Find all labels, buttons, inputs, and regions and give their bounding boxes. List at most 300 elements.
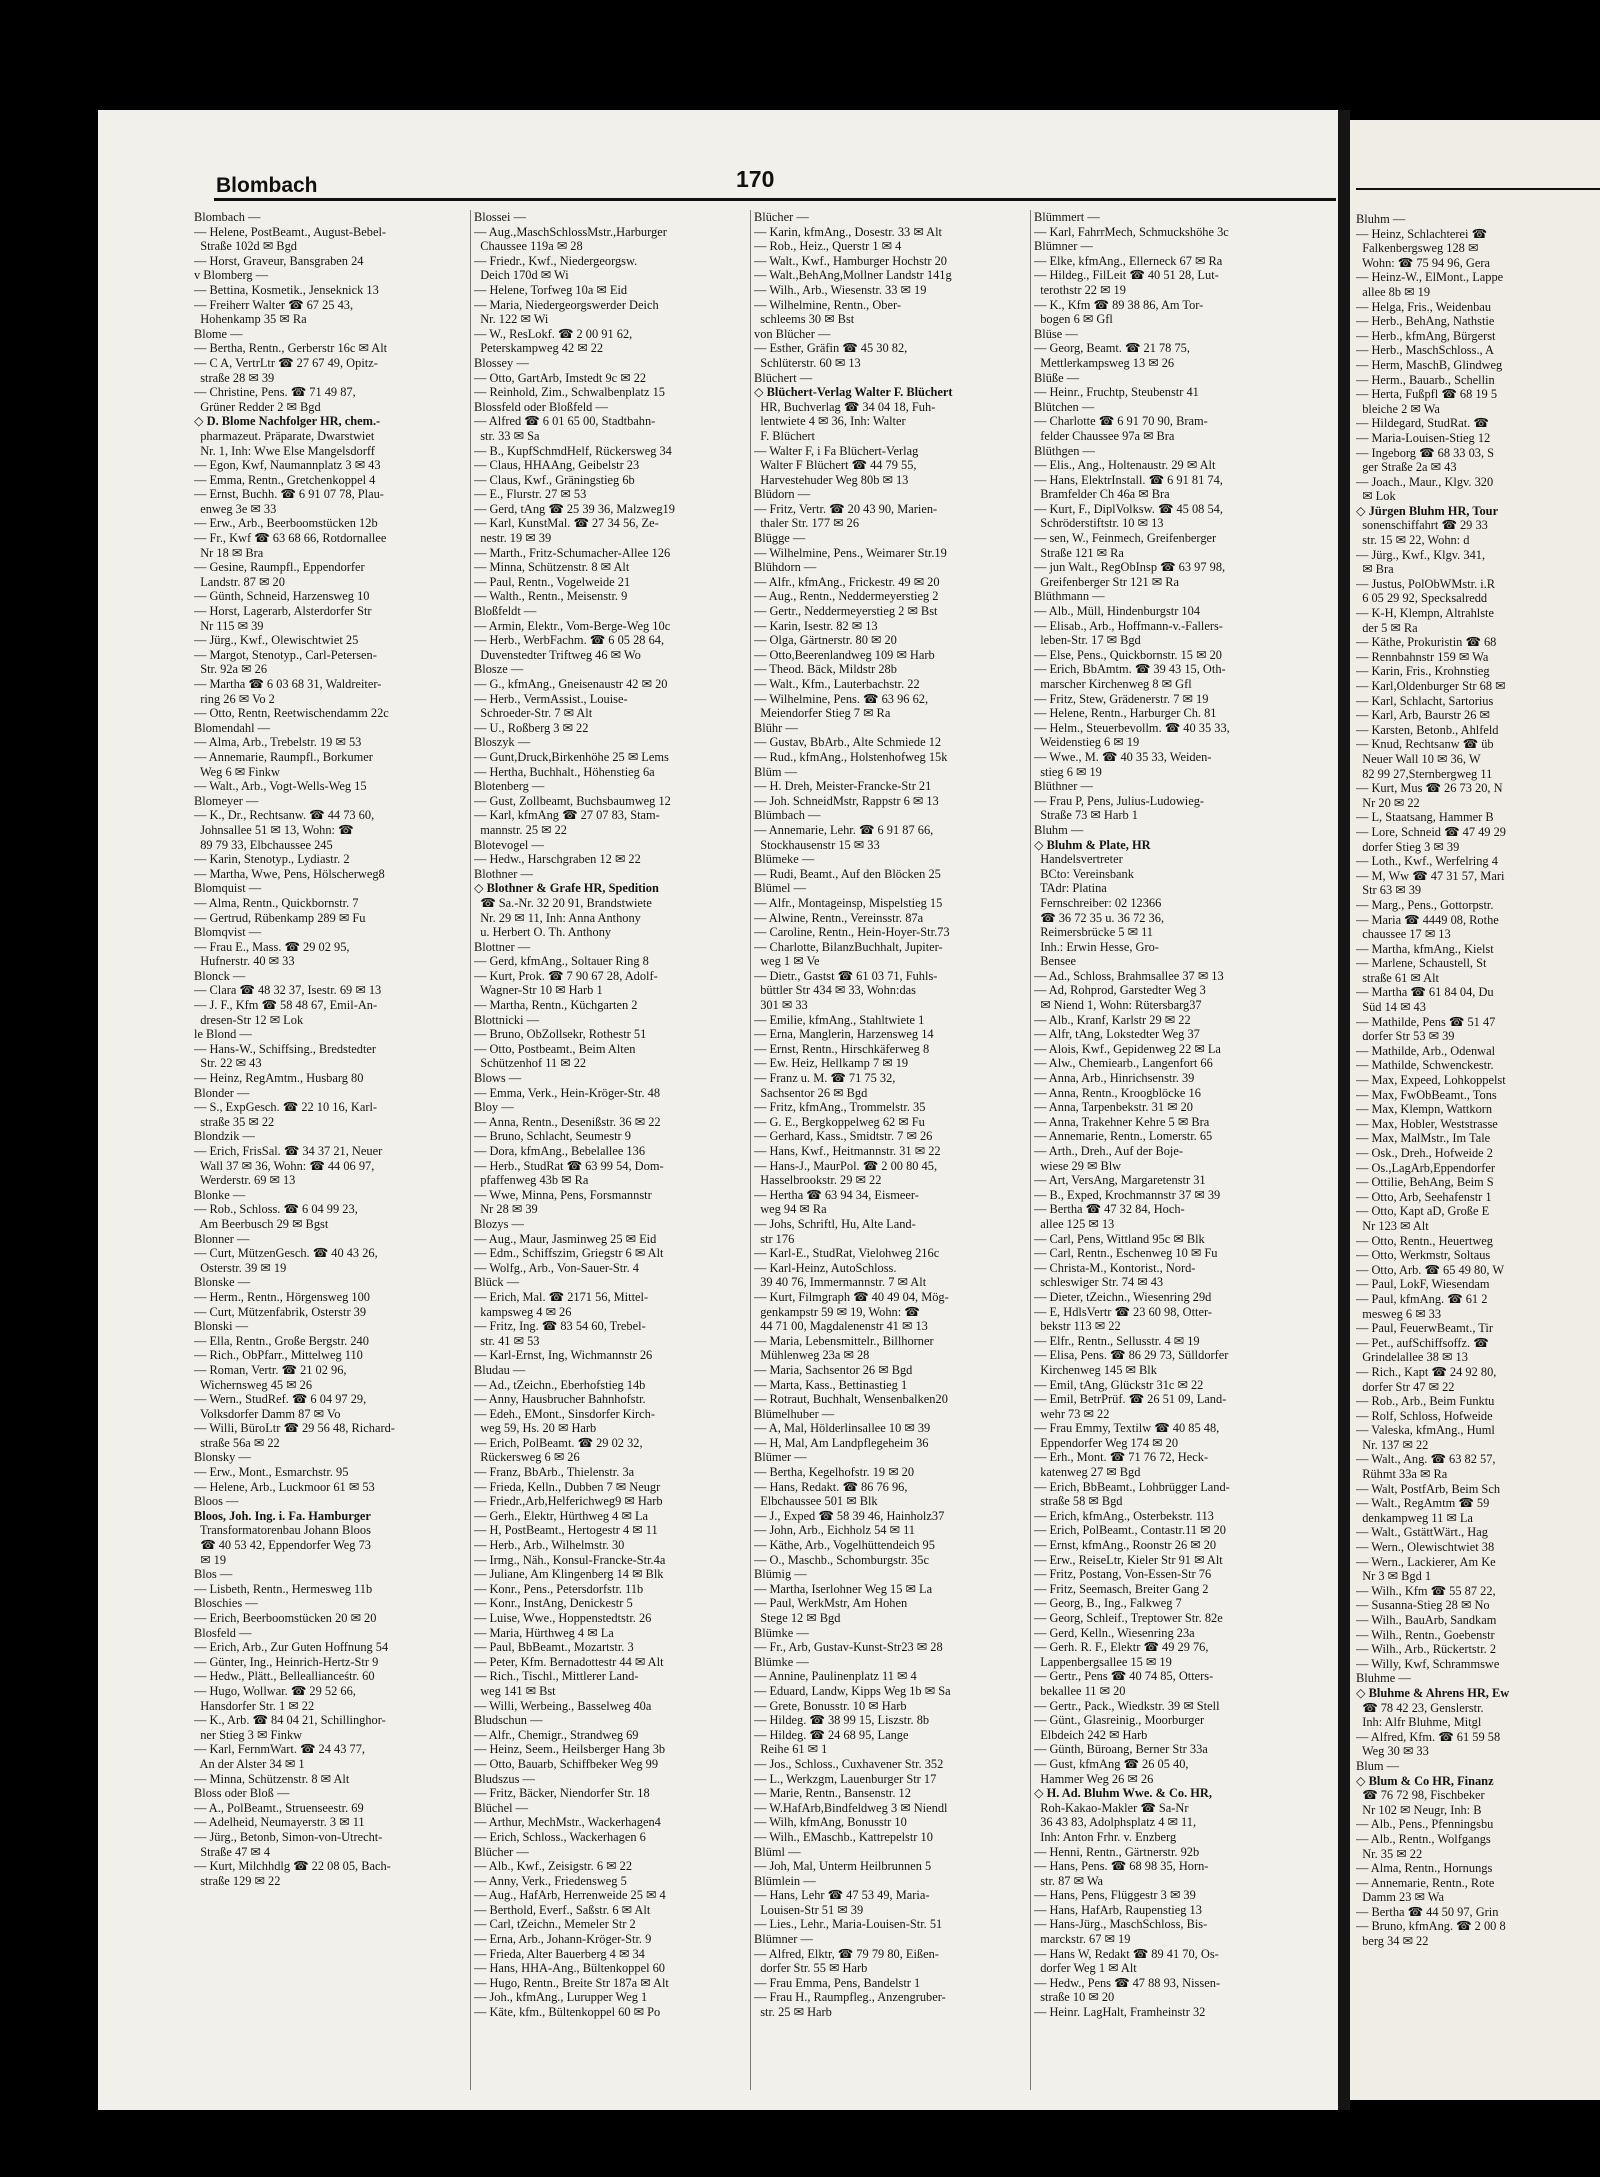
directory-entry-line: — Wolfg., Arb., Von-Sauer-Str. 4 [474, 1260, 639, 1275]
directory-entry-line: Blome — [194, 326, 243, 341]
directory-entry-line: — Wern., StudRef. ☎ 6 04 97 29, [194, 1392, 367, 1407]
directory-entry-line: — Hedw., Plätt., Belleallianceśtr. 60 [194, 1669, 375, 1684]
directory-entry-line: marscher Kirchenweg 8 ✉ Gfl [1034, 677, 1192, 691]
directory-entry-line: — Rolf, Schloss, Hofweide [1356, 1408, 1493, 1423]
directory-entry-line: Blümmert — [1034, 210, 1100, 224]
directory-entry-line: — Maria, Sachsentor 26 ✉ Bgd [754, 1362, 913, 1377]
directory-entry-line: — Helene, Torfweg 10a ✉ Eid [474, 282, 628, 297]
directory-entry-line: — Frau Emma, Pens, Bandelstr 1 [754, 1975, 921, 1990]
directory-entry-line: weg 1 ✉ Ve [754, 954, 820, 969]
directory-entry-line: — Otto, Bauarb, Schiffbeker Weg 99 [474, 1756, 659, 1771]
directory-entry-line: — Gerd, tAng ☎ 25 39 36, Malzweg19 [474, 501, 675, 516]
directory-entry-line: Blosze — [474, 662, 524, 677]
directory-entry-line: Straße 102d ✉ Bgd [194, 239, 297, 254]
directory-entry-line: dresen-Str 12 ✉ Lok [194, 1012, 304, 1027]
directory-entry-line: Wichernsweg 45 ✉ 26 [194, 1377, 313, 1392]
directory-entry-line: — Clara ☎ 48 32 37, Isestr. 69 ✉ 13 [194, 983, 382, 998]
directory-entry-line: — Martha, Iserlohner Weg 15 ✉ La [754, 1581, 933, 1596]
directory-entry-line: — Ad., tZeichn., Eberhofstieg 14b [474, 1377, 646, 1392]
directory-entry-line: Hohenkamp 35 ✉ Ra [194, 312, 307, 327]
directory-entry-line: straße 28 ✉ 39 [194, 370, 275, 385]
directory-entry-line: Hasselbrookstr. 29 ✉ 22 [754, 1173, 882, 1188]
directory-entry-line: — Herb., BehAng, Nathstie [1356, 314, 1495, 329]
directory-entry-line: — Fritz, Stew, Grädenerstr. 7 ✉ 19 [1034, 691, 1209, 706]
directory-entry-line: Str. 22 ✉ 43 [194, 1056, 262, 1071]
directory-entry-line: — Bettina, Kosmetik., Jenseknick 13 [194, 282, 379, 297]
directory-entry-line: — Otto, Arb. ☎ 65 49 80, W [1356, 1262, 1505, 1277]
directory-entry-line: Bloos, Joh. Ing. i. Fa. Hamburger [194, 1508, 371, 1523]
directory-entry-line: Weg 30 ✉ 33 [1356, 1744, 1429, 1759]
directory-entry-line: Wagner-Str 10 ✉ Harb 1 [474, 983, 603, 998]
page-number: 170 [736, 166, 775, 192]
directory-entry-line: — Emil, BetrPrüf. ☎ 26 51 09, Land- [1034, 1392, 1227, 1407]
directory-entry-line: Nr. 29 ✉ 11, Inh: Anna Anthony [474, 910, 641, 925]
directory-entry-line: — Willy, Kwf, Schrammswe [1356, 1656, 1500, 1671]
directory-entry-line: Wall 37 ✉ 36, Wohn: ☎ 44 06 97, [194, 1158, 375, 1173]
directory-entry-line: — Carl, tZeichn., Memeler Str 2 [474, 1917, 636, 1932]
directory-entry-line: — Wilh., BauArb, Sandkam [1356, 1613, 1497, 1627]
directory-entry-line: — Emma, Verk., Hein-Kröger-Str. 48 [474, 1085, 661, 1100]
directory-entry-line: — Esther, Gräfin ☎ 45 30 82, [754, 341, 908, 356]
directory-entry-line: — Hertha ☎ 63 94 34, Eismeer- [754, 1187, 919, 1202]
directory-entry-line: — Gerhard, Kass., Smidtstr. 7 ✉ 26 [754, 1129, 933, 1144]
directory-entry-line: — Karl,Oldenburger Str 68 ✉ [1356, 679, 1506, 693]
directory-entry-line: lentwiete 4 ✉ 36, Inh: Walter [754, 414, 906, 429]
directory-entry-line: ✉ Lok [1356, 489, 1396, 504]
directory-entry-line: — J., Exped ☎ 58 39 46, Hainholz37 [754, 1508, 945, 1523]
directory-entry-line: — Fritz, Ing. ☎ 83 54 60, Trebel- [474, 1319, 646, 1334]
directory-entry-line: Straße 47 ✉ 4 [194, 1844, 271, 1859]
directory-entry-line: felder Chaussee 97a ✉ Bra [1034, 428, 1175, 443]
directory-entry-line: — Wilh., Arb., Rückertstr. 2 [1356, 1642, 1497, 1657]
directory-entry-line: ✉ Niend 1, Wohn: Rütersbarg37 [1034, 998, 1202, 1013]
directory-entry-line: bogen 6 ✉ Gfl [1034, 312, 1113, 327]
directory-entry-line: nestr. 19 ✉ 39 [474, 531, 552, 546]
directory-entry-line: — Gust, kfmAng ☎ 26 05 40, [1034, 1756, 1189, 1771]
directory-entry-line: Transformatorenbau Johann Bloos [194, 1523, 371, 1538]
directory-entry-line: Nr. 122 ✉ Wi [474, 312, 549, 327]
directory-entry-line: Rückersweg 6 ✉ 26 [474, 1450, 580, 1465]
directory-entry-line: Bludszus — [474, 1771, 535, 1786]
directory-entry-line: — Gertr., Neddermeyerstieg 2 ✉ Bst [754, 604, 938, 619]
directory-entry-line: — Günter, Ing., Heinrich-Hertz-Str 9 [194, 1654, 379, 1669]
directory-entry-line: — Marg., Pens., Gottorpstr. [1356, 897, 1494, 912]
directory-entry-line: — Karl, FahrrMech, Schmuckshöhe 3c [1034, 224, 1229, 239]
directory-entry-line: — Walt, PostfArb, Beim Sch [1356, 1481, 1501, 1496]
directory-entry-line: — Art, VersAng, Margaretenstr 31 [1034, 1173, 1206, 1188]
directory-entry-line: — Herb., WerbFachm. ☎ 6 05 28 64, [474, 633, 665, 648]
directory-entry-line: — Karl-Heinz, AutoSchloss. [754, 1260, 897, 1275]
directory-entry-line: Blümbach — [754, 808, 821, 823]
directory-entry-line: Blümke — [754, 1625, 809, 1640]
directory-entry-line: ring 26 ✉ Vo 2 [194, 691, 275, 706]
directory-entry-line: Blümner — [1034, 239, 1093, 254]
directory-entry-line: Blozys — [474, 1216, 524, 1231]
directory-entry-line: — Elfr., Rentn., Sellusstr. 4 ✉ 19 [1034, 1333, 1200, 1348]
directory-entry-line: Johnsallee 51 ✉ 13, Wohn: ☎ [194, 822, 354, 837]
directory-entry-line: Lappenbergsallee 15 ✉ 19 [1034, 1654, 1172, 1669]
directory-entry-line: ☎ 76 72 98, Fischbeker [1356, 1788, 1485, 1803]
directory-entry-line: — Annine, Paulinenplatz 11 ✉ 4 [754, 1669, 917, 1684]
directory-entry-line: — Arth., Dreh., Auf der Boje- [1034, 1144, 1184, 1158]
directory-entry-line: str. 87 ✉ Wa [1034, 1873, 1104, 1888]
directory-entry-line: — Caroline, Rentn., Hein-Hoyer-Str.73 [754, 925, 950, 940]
directory-entry-line: Kirchenweg 145 ✉ Blk [1034, 1362, 1157, 1377]
directory-entry-line: — Kurt, Filmgraph ☎ 40 49 04, Mög- [754, 1289, 949, 1304]
directory-entry-line: — Alfred ☎ 6 01 65 00, Stadtbahn- [474, 414, 656, 429]
directory-entry-line: Blüml — [754, 1844, 801, 1859]
directory-entry-line: str 176 [754, 1231, 795, 1246]
directory-entry-line: — Erich, PolBeamt., Contastr.11 ✉ 20 [1034, 1523, 1226, 1538]
directory-entry-line: dorfer Str 47 ✉ 22 [1356, 1379, 1455, 1394]
directory-entry-line: — Fritz, kfmAng., Trommelstr. 35 [754, 1100, 926, 1115]
directory-entry-line: Blühr — [754, 720, 798, 735]
directory-entry-line: Peterskampweg 42 ✉ 22 [474, 341, 604, 356]
directory-entry-line: Blücher — [474, 1844, 529, 1859]
directory-entry-line: — Helene, PostBeamt., August-Bebel- [194, 224, 387, 239]
directory-entry-line: — Anny, Hausbrucher Bahnhofstr. [474, 1392, 646, 1407]
directory-entry-line: weg 141 ✉ Bst [474, 1683, 556, 1698]
directory-entry-line: — Ingeborg ☎ 68 33 03, S [1356, 445, 1495, 460]
directory-entry-line: — Friedr., Kwf., Niedergeorgsw. [474, 253, 638, 268]
directory-entry-line: — Erich, FrisSal. ☎ 34 37 21, Neuer [194, 1144, 383, 1158]
directory-entry-line: — Ella, Rentn., Große Bergstr. 240 [194, 1333, 369, 1348]
directory-entry-line: Blümlein — [754, 1873, 816, 1888]
directory-entry-line: — Ernst, Rentn., Hirschkäferweg 8 [754, 1041, 930, 1056]
directory-entry-line: — Hildeg. ☎ 24 68 95, Lange [754, 1727, 909, 1742]
directory-entry-line: chaussee 17 ✉ 13 [1356, 927, 1451, 942]
directory-entry-line: von Blücher — [754, 326, 831, 341]
directory-column-3 [754, 210, 1032, 2020]
directory-entry-line: Blos — [194, 1567, 233, 1582]
directory-entry-line: — Frau H., Raumpfleg., Anzengruber- [754, 1990, 946, 2005]
directory-entry-line: — Kurt, Milchhdlg ☎ 22 08 05, Bach- [194, 1859, 391, 1874]
directory-entry-line: — Martha, Wwe, Pens, Hölscherweg8 [194, 866, 385, 881]
directory-entry-line: — Karl, Arb, Baurstr 26 ✉ [1356, 708, 1490, 723]
directory-entry-line: — W.HafArb,Bindfeldweg 3 ✉ Niendl [754, 1800, 948, 1815]
directory-entry-line: — Margot, Stenotyp., Carl-Petersen- [194, 647, 377, 662]
directory-entry-line: dorfer Weg 1 ✉ Alt [1034, 1961, 1137, 1976]
directory-entry-line: — Kurt, Prok. ☎ 7 90 67 28, Adolf- [474, 968, 658, 983]
directory-entry-line: — Otto, Rentn, Reetwischendamm 22c [194, 706, 389, 721]
directory-entry-line: Blügge — [754, 531, 806, 546]
directory-entry-line: — Eduard, Landw, Kipps Weg 1b ✉ Sa [754, 1683, 951, 1698]
directory-entry-line: — Wilhelmine, Pens., Weimarer Str.19 [754, 545, 947, 560]
directory-entry-line: — Hans W, Redakt ☎ 89 41 70, Os- [1034, 1946, 1219, 1961]
directory-entry-line: — Erich, BbBeamt., Lohbrügger Land- [1034, 1479, 1230, 1494]
directory-entry-line: — Günth, Büroang, Berner Str 33a [1034, 1742, 1208, 1757]
directory-entry-line: ◇ D. Blome Nachfolger HR, chem.- [194, 414, 381, 429]
directory-entry-line: — Max, Expeed, Lohkoppelst [1356, 1073, 1506, 1088]
directory-entry-line: Blondzik — [194, 1129, 255, 1144]
directory-entry-line: — Alois, Kwf., Gepidenweg 22 ✉ La [1034, 1041, 1221, 1056]
directory-entry-line: — Ernst, kfmAng., Roonstr 26 ✉ 20 [1034, 1538, 1217, 1553]
directory-entry-line: — Bertha ☎ 47 32 84, Hoch- [1034, 1202, 1185, 1217]
directory-entry-line: — H, Mal, Am Landpflegeheim 36 [754, 1435, 929, 1450]
directory-column-2 [474, 210, 752, 2020]
directory-entry-line: 6 05 29 92, Specksalredd [1356, 591, 1488, 606]
directory-entry-line: 39 40 76, Immermannstr. 7 ✉ Alt [754, 1275, 927, 1290]
directory-entry-line: — Annemarie, Raumpfl., Borkumer [194, 749, 373, 764]
directory-entry-line: wiese 29 ✉ Blw [1034, 1158, 1122, 1173]
directory-entry-line: — Erich, Arb., Zur Guten Hoffnung 54 [194, 1640, 389, 1655]
directory-entry-line: leben-Str. 17 ✉ Bgd [1034, 633, 1141, 648]
directory-entry-line: Roh-Kakao-Makler ☎ Sa-Nr [1034, 1800, 1189, 1815]
directory-entry-line: — K-H, Klempn, Altrahlste [1356, 606, 1494, 621]
directory-entry-line: — Luise, Wwe., Hoppenstedtstr. 26 [474, 1611, 652, 1625]
directory-entry-line: — Minna, Schützenstr. 8 ✉ Alt [474, 560, 630, 575]
directory-entry-line: — Curt, MützenGesch. ☎ 40 43 26, [194, 1246, 378, 1261]
directory-page [98, 110, 1338, 2110]
book-gutter [1338, 110, 1350, 2110]
directory-entry-line: — Otto, Werkmstr, Soltaus [1356, 1248, 1491, 1263]
directory-entry-line: Blum — [1356, 1758, 1400, 1773]
directory-entry-line: — Olga, Gärtnerstr. 80 ✉ 20 [754, 633, 897, 648]
directory-entry-line: Blühdorn — [754, 560, 817, 575]
directory-entry-line: — Os.,LagArb,Eppendorfer [1356, 1160, 1496, 1175]
directory-entry-line: — Rennbahnstr 159 ✉ Wa [1356, 649, 1489, 664]
directory-entry-line: — Elisa, Pens. ☎ 86 29 73, Sülldorfer [1034, 1348, 1229, 1363]
directory-entry-line: — Georg, B., Ing., Falkweg 7 [1034, 1596, 1182, 1611]
directory-entry-line: — Otto, Arb, Seehafenstr 1 [1356, 1189, 1492, 1204]
directory-entry-line: Greifenberger Str 121 ✉ Ra [1034, 574, 1180, 589]
directory-entry-line: — Hildeg. ☎ 38 99 15, Liszstr. 8b [754, 1713, 930, 1728]
directory-entry-line: pharmazeut. Präparate, Dwarstwiet [194, 428, 375, 443]
directory-entry-line: 301 ✉ 33 [754, 998, 808, 1013]
directory-entry-line: Nr 20 ✉ 22 [1356, 795, 1420, 810]
directory-entry-line: ☎ 40 53 42, Eppendorfer Weg 73 [194, 1538, 371, 1553]
directory-entry-line: weg 94 ✉ Ra [754, 1202, 827, 1217]
directory-entry-line: — Horst, Lagerarb, Alsterdorfer Str [194, 604, 372, 619]
directory-entry-line: — Lies., Lehr., Maria-Louisen-Str. 51 [754, 1917, 943, 1932]
directory-entry-line: — Gust, Zollbeamt, Buchsbaumweg 12 [474, 793, 671, 808]
facing-page-column [1356, 212, 1596, 1949]
directory-entry-line: 82 99 27,Sternbergweg 11 [1356, 766, 1493, 781]
directory-entry-line: dorfer Str. 55 ✉ Harb [754, 1961, 868, 1976]
directory-entry-line: Rühmt 33a ✉ Ra [1356, 1467, 1448, 1482]
directory-entry-line: — Fritz, Bäcker, Niendorfer Str. 18 [474, 1786, 650, 1801]
directory-entry-line: Bloßfeldt — [474, 604, 537, 619]
directory-entry-line: — Edm., Schiffszim, Griegstr 6 ✉ Alt [474, 1246, 664, 1261]
directory-column-1 [194, 210, 472, 1888]
directory-entry-line: — Hans, HHA-Ang., Bültenkoppel 60 [474, 1961, 666, 1976]
directory-entry-line: — K., Dr., Rechtsanw. ☎ 44 73 60, [194, 808, 375, 823]
directory-entry-line: — Karl, Schlacht, Sartorius [1356, 693, 1494, 708]
directory-entry-line: enweg 3e ✉ 33 [194, 501, 277, 516]
directory-entry-line: ☎ 36 72 35 u. 36 72 36, [1034, 910, 1165, 925]
directory-entry-line: — Walt.,BehAng,Mollner Landstr 141g [754, 268, 952, 283]
directory-entry-line: — Walt., Kfm., Lauterbachstr. 22 [754, 677, 920, 691]
directory-entry-line: Blümner — [754, 1932, 813, 1947]
directory-entry-line: — Erna, Arb., Johann-Kröger-Str. 9 [474, 1932, 652, 1947]
directory-entry-line: — Knud, Rechtsanw ☎ üb [1356, 737, 1494, 752]
directory-entry-line: — Charlotte, BilanzBuchhalt, Jupiter- [754, 939, 943, 954]
directory-entry-line: Blonke — [194, 1187, 246, 1202]
directory-entry-line: Süd 14 ✉ 43 [1356, 1000, 1426, 1015]
directory-entry-line: Bloy — [474, 1100, 514, 1115]
directory-entry-line: — H. Dreh, Meister-Francke-Str 21 [754, 779, 932, 794]
directory-entry-line: Blonske — [194, 1275, 251, 1290]
directory-entry-line: — Alfred, Elktr, ☎ 79 79 80, Eißen- [754, 1946, 939, 1961]
directory-entry-line: — Anna, Trakehner Kehre 5 ✉ Bra [1034, 1114, 1210, 1129]
directory-entry-line: — Marlene, Schaustell, St [1356, 956, 1487, 971]
directory-entry-line: — Hugo, Wollwar. ☎ 29 52 66, [194, 1683, 356, 1698]
directory-entry-line: Blomquist — [194, 881, 262, 896]
directory-entry-line: — Käthe, Arb., Vogelhüttendeich 95 [754, 1538, 935, 1553]
directory-entry-line: Hansdorfer Str. 1 ✉ 22 [194, 1698, 315, 1713]
directory-entry-line: Blossfeld oder Bloßfeld — [474, 399, 608, 414]
directory-entry-line: — Claus, HHAAng, Geibelstr 23 [474, 458, 640, 473]
directory-entry-line: — Dieter, tZeichn., Wiesenring 29d [1034, 1289, 1212, 1304]
directory-entry-line: le Blond — [194, 1027, 252, 1042]
directory-entry-line: — Wwe, Minna, Pens, Forsmannstr [474, 1187, 652, 1202]
directory-entry-line: str. 33 ✉ Sa [474, 428, 540, 443]
directory-entry-line: Inh: Alfr Bluhme, Mitgl [1356, 1715, 1482, 1730]
directory-entry-line: — Marie, Rentn., Bansenstr. 12 [754, 1786, 911, 1801]
directory-entry-line: — Alma, Rentn., Hornungs [1356, 1861, 1493, 1876]
directory-entry-line: mesweg 6 ✉ 33 [1356, 1306, 1442, 1321]
directory-entry-line: — Alfred, Kfm. ☎ 61 59 58 [1356, 1729, 1501, 1744]
directory-entry-line: ◇ Bluhm & Plate, HR [1034, 837, 1151, 852]
directory-entry-line: — Juliane, Am Klingenberg 14 ✉ Blk [474, 1567, 664, 1582]
directory-entry-line: — Hildegard, StudRat. ☎ [1356, 416, 1489, 431]
directory-entry-line: Damm 23 ✉ Wa [1356, 1890, 1444, 1905]
directory-entry-line: Blossei — [474, 210, 526, 224]
directory-entry-line: — Martha ☎ 6 03 68 31, Waldreiter- [194, 677, 382, 691]
directory-entry-line: — Joh, Mal, Unterm Heilbrunnen 5 [754, 1859, 932, 1874]
directory-entry-line: — Martha, kfmAng., Kielst [1356, 941, 1494, 956]
directory-entry-line: — Walt., RegAmtm ☎ 59 [1356, 1496, 1490, 1511]
directory-entry-line: Elbchaussee 501 ✉ Blk [754, 1494, 878, 1509]
directory-entry-line: — Alwine, Rentn., Vereinsstr. 87a [754, 910, 924, 925]
directory-entry-line: — Wilhelmine, Rentn., Ober- [754, 297, 901, 312]
directory-entry-line: — Wern., Lackierer, Am Ke [1356, 1554, 1496, 1569]
directory-entry-line: Blüse — [1034, 326, 1078, 341]
directory-entry-line: — Charlotte ☎ 6 91 70 90, Bram- [1034, 414, 1208, 429]
directory-entry-line: Blüthner — [1034, 779, 1093, 794]
directory-entry-line: ◇ Bluhme & Ahrens HR, Ew [1356, 1685, 1510, 1700]
directory-entry-line: — Rotraut, Buchhalt, Wensenbalken20 [754, 1392, 948, 1407]
directory-entry-line: Bensee [1034, 954, 1076, 969]
directory-entry-line: — Peter, Kfm. Bernadottestr 44 ✉ Alt [474, 1654, 664, 1669]
directory-entry-line: — L, Staatsang, Hammer B [1356, 810, 1494, 825]
directory-entry-line: ◇ Blüchert-Verlag Walter F. Blüchert [754, 385, 953, 400]
directory-entry-line: allee 8b ✉ 19 [1356, 284, 1431, 299]
directory-entry-line: Blonner — [194, 1231, 250, 1246]
directory-entry-line: — Johs, Schriftl, Hu, Alte Land- [754, 1216, 916, 1231]
directory-entry-line: — Karin, Fris., Krohnstieg [1356, 664, 1490, 679]
directory-entry-line: — Paul, WerkMstr, Am Hohen [754, 1596, 908, 1611]
directory-entry-line: — Hans, HafArb, Raupenstieg 13 [1034, 1902, 1202, 1917]
directory-entry-line: Bludschun — [474, 1713, 543, 1728]
directory-entry-line: — Joh. SchneidMstr, Rappstr 6 ✉ 13 [754, 793, 939, 808]
directory-entry-line: — B., Exped, Krochmannstr 37 ✉ 39 [1034, 1187, 1221, 1202]
page-header-name: Blombach [216, 174, 318, 197]
directory-entry-line: — Maria ☎ 4449 08, Rothe [1356, 912, 1499, 927]
directory-entry-line: — Käte, kfm., Bültenkoppel 60 ✉ Po [474, 2005, 661, 2020]
directory-entry-line: Blonck — [194, 968, 246, 983]
directory-entry-line: — Alma, Arb., Trebelstr. 19 ✉ 53 [194, 735, 362, 750]
directory-entry-line: kampsweg 4 ✉ 26 [474, 1304, 572, 1319]
directory-entry-line: — L., Werkzgm, Lauenburger Str 17 [754, 1771, 937, 1786]
directory-entry-line: — Karl-Ernst, Ing, Wichmannstr 26 [474, 1348, 653, 1363]
directory-entry-line: — Heinz-W., ElMont., Lappe [1356, 270, 1504, 285]
directory-entry-line: Weidenstieg 6 ✉ 19 [1034, 735, 1140, 750]
directory-entry-line: dorfer Stieg 3 ✉ 39 [1356, 839, 1460, 854]
directory-entry-line: — Alb., Pens., Pfenningsbu [1356, 1817, 1494, 1832]
directory-entry-line: — Reinhold, Zim., Schwalbenplatz 15 [474, 385, 665, 400]
directory-entry-line: Blümke — [754, 1654, 809, 1669]
directory-entry-line: Blows — [474, 1071, 522, 1086]
directory-entry-line: — Jürg., Kwf., Klgv. 341, [1356, 547, 1486, 562]
directory-entry-line: — Wilhelmine, Pens. ☎ 63 96 62, [754, 691, 929, 706]
directory-entry-line: allee 125 ✉ 13 [1034, 1216, 1115, 1231]
directory-entry-line: — G. E., Bergkoppelweg 62 ✉ Fu [754, 1114, 925, 1129]
directory-entry-line: Blümer — [754, 1450, 807, 1465]
directory-entry-line: — Hans-W., Schiffsing., Bredstedter [194, 1041, 377, 1056]
header-rule [214, 198, 1336, 201]
directory-entry-line: — Annemarie, Rentn., Lomerstr. 65 [1034, 1129, 1213, 1144]
directory-entry-line: Inh.: Erwin Hesse, Gro- [1034, 939, 1159, 954]
directory-entry-line: — Gertr., Pack., Wiedkstr. 39 ✉ Stell [1034, 1698, 1220, 1713]
directory-entry-line: Blüchert — [754, 370, 813, 385]
directory-entry-line: — Joh., kfmAng., Lurupper Weg 1 [474, 1990, 648, 2005]
directory-entry-line: Stockhausenstr 15 ✉ 33 [754, 837, 880, 852]
directory-entry-line: bleiche 2 ✉ Wa [1356, 401, 1440, 416]
directory-entry-line: — Otto, Kapt aD, Große E [1356, 1204, 1490, 1219]
directory-entry-line: — Erh., Mont. ☎ 71 76 72, Heck- [1034, 1450, 1209, 1465]
directory-entry-line: — Ew. Heiz, Hellkamp 7 ✉ 19 [754, 1056, 909, 1071]
directory-entry-line: — Adelheid, Neumayerstr. 3 ✉ 11 [194, 1815, 365, 1830]
directory-entry-line: — Walter F, i Fa Blüchert-Verlag [754, 443, 919, 458]
directory-entry-line: — Kurt, F., DiplVolksw. ☎ 45 08 54, [1034, 501, 1223, 516]
directory-entry-line: — Wern., Olewischtwiet 38 [1356, 1540, 1495, 1555]
directory-entry-line: straße 35 ✉ 22 [194, 1114, 275, 1129]
directory-entry-line: — Gerd, Kelln., Wiesenring 23a [1034, 1625, 1195, 1640]
directory-entry-line: stieg 6 ✉ 19 [1034, 764, 1102, 779]
directory-entry-line: — Alfr, tAng, Lokstedter Weg 37 [1034, 1027, 1200, 1042]
directory-entry-line: — Günth, Schneid, Harzensweg 10 [194, 589, 370, 604]
directory-entry-line: — M, Ww ☎ 47 31 57, Mari [1356, 868, 1505, 883]
directory-entry-line: — Paul, FeuerwBeamt., Tir [1356, 1321, 1493, 1336]
directory-entry-line: Bloos — [194, 1494, 239, 1509]
directory-entry-line: — Herb., Arb., Wilhelmstr. 30 [474, 1538, 625, 1553]
directory-entry-line: — Paul, Rentn., Vogelweide 21 [474, 574, 631, 589]
directory-entry-line: — Hildeg., FilLeit ☎ 40 51 28, Lut- [1034, 268, 1219, 283]
directory-entry-line: — Alb., Rentn., Wolfgangs [1356, 1831, 1491, 1846]
directory-entry-line: — B., KupfSchmdHelf, Rückersweg 34 [474, 443, 672, 458]
directory-entry-line: marckstr. 67 ✉ 19 [1034, 1932, 1131, 1947]
directory-entry-line: — U., Roßberg 3 ✉ 22 [474, 720, 589, 735]
directory-entry-line: Blüchel — [474, 1800, 529, 1815]
directory-entry-line: — E, HdlsVertr ☎ 23 60 98, Otter- [1034, 1304, 1212, 1319]
directory-entry-line: — Willi, Werbeing., Basselweg 40a [474, 1698, 652, 1713]
directory-entry-line: bekstr 113 ✉ 22 [1034, 1319, 1121, 1334]
directory-entry-line: — Rud., kfmAng., Holstenhofweg 15k [754, 749, 948, 764]
directory-entry-line: — Willi, BüroLtr ☎ 29 56 48, Richard- [194, 1421, 395, 1436]
directory-entry-line: — Fritz, Seemasch, Breiter Gang 2 [1034, 1581, 1209, 1596]
facing-header-rule [1356, 188, 1600, 190]
directory-entry-line: Blüthgen — [1034, 443, 1095, 458]
directory-entry-line: — Rob., Schloss. ☎ 6 04 99 23, [194, 1202, 358, 1217]
directory-entry-line: Blück — [474, 1275, 520, 1290]
directory-entry-line: Grindelallee 38 ✉ 13 [1356, 1350, 1468, 1365]
directory-entry-line: — Max, Klempn, Wattkorn [1356, 1102, 1493, 1117]
directory-entry-line: — Maria-Louisen-Stieg 12 [1356, 430, 1491, 445]
directory-entry-line: — Martha, Rentn., Küchgarten 2 [474, 998, 638, 1013]
directory-entry-line: — Hertha, Buchhalt., Höhenstieg 6a [474, 764, 655, 779]
directory-entry-line: Weg 6 ✉ Finkw [194, 764, 280, 779]
